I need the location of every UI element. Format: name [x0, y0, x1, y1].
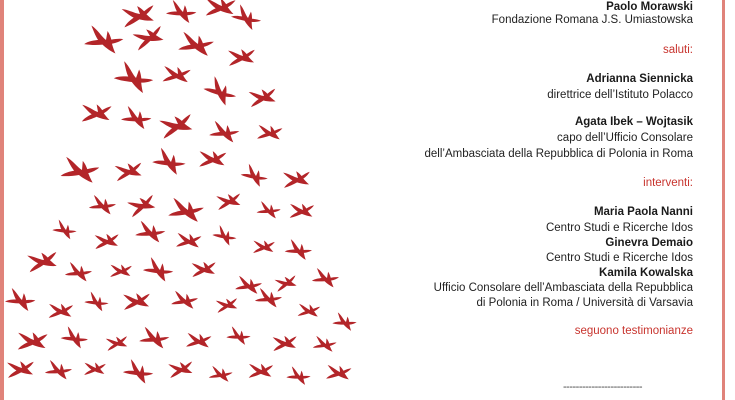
bird-icon [79, 100, 114, 125]
bird-icon [83, 25, 124, 55]
speaker-name: Maria Paola Nanni [593, 206, 693, 218]
bird-icon [178, 32, 215, 57]
section-heading-saluti: saluti: [662, 44, 693, 56]
speaker-affiliation: Ufficio Consolare dell’Ambasciata della Repubblica [433, 282, 693, 294]
bird-icon [313, 336, 337, 352]
bird-icon [88, 195, 117, 215]
bird-icon [287, 200, 316, 220]
bird-icon [203, 0, 238, 19]
bird-icon [142, 256, 175, 283]
bird-icon [171, 291, 198, 309]
bird-icon [60, 157, 100, 184]
bird-icon [139, 326, 171, 349]
bird-icon [52, 219, 79, 240]
bird-icon [120, 105, 153, 130]
speaker-name: Ginevra Demaio [605, 237, 693, 249]
bird-icon [240, 163, 271, 189]
bird-icon [225, 44, 258, 69]
bird-icon [286, 366, 312, 386]
bird-icon [44, 360, 73, 380]
bird-icon [82, 359, 107, 377]
speaker-name: Kamila Kowalska [599, 267, 693, 279]
closing-note: seguono testimonianze [574, 325, 693, 337]
bird-icon [284, 238, 313, 260]
speaker-affiliation: dell’Ambasciata della Repubblica di Polonia in Roma [424, 148, 693, 160]
bird-icon [112, 157, 145, 184]
bird-icon [185, 331, 212, 349]
bird-icon [256, 201, 281, 219]
bird-icon [60, 325, 90, 349]
speaker-name: Adrianna Siennicka [586, 73, 693, 85]
bird-icon [209, 366, 233, 382]
bird-icon [251, 237, 276, 255]
bird-icon [226, 326, 252, 346]
bird-icon [92, 229, 121, 251]
bird-icon [168, 198, 205, 223]
bird-icon [246, 83, 279, 110]
bird-icon [165, 0, 198, 24]
bird-icon [120, 288, 153, 313]
bird-icon [230, 3, 264, 32]
chair-name: Paolo Morawski [606, 1, 693, 13]
speaker-affiliation: di Polonia in Roma / Università di Varsavia [476, 297, 693, 309]
bird-icon [166, 356, 196, 380]
bird-icon [332, 312, 358, 332]
page-border-right [722, 0, 725, 400]
bird-icon [211, 224, 238, 247]
bird-icon [297, 302, 321, 318]
bird-icon [175, 231, 202, 249]
bird-icon [325, 363, 352, 381]
speaker-affiliation: capo dell’Ufficio Consolare [557, 132, 693, 144]
bird-icon [112, 60, 155, 95]
bird-icon [202, 75, 240, 108]
bird-icon [125, 190, 159, 220]
bird-icon [15, 328, 50, 353]
bird-icon [280, 166, 313, 191]
bird-icon [156, 108, 197, 142]
bird-icon [24, 246, 61, 276]
bird-icon [46, 300, 75, 320]
bird-icon [104, 332, 131, 353]
bird-icon [214, 188, 244, 212]
bird-icon [135, 220, 167, 243]
bird-icon [272, 271, 299, 294]
bird-icon [246, 360, 275, 380]
speaker-affiliation: direttrice dell’Istituto Polacco [547, 89, 693, 101]
bird-icon [214, 294, 241, 315]
bird-icon [235, 276, 262, 294]
section-heading-interventi: interventi: [643, 177, 693, 189]
bird-icon [108, 261, 133, 279]
speaker-name: Agata Ibek – Wojtasik [574, 116, 693, 128]
bird-icon [84, 291, 111, 312]
bird-icon [130, 20, 168, 53]
bird-icon [197, 147, 229, 170]
divider-line: ------------------------- [563, 381, 643, 393]
bird-icon [161, 64, 191, 84]
bird-icon [4, 287, 37, 312]
speaker-affiliation: Centro Studi e Ricerche Idos [545, 222, 693, 234]
bird-icon [118, 0, 158, 31]
bird-icon [4, 356, 37, 381]
chair-affiliation: Fondazione Romana J.S. Umiastowska [491, 14, 693, 26]
bird-icon [256, 123, 283, 141]
bird-icon [270, 331, 299, 353]
bird-icon [189, 257, 218, 279]
bird-icon [209, 120, 241, 143]
speaker-affiliation: Centro Studi e Ricerche Idos [545, 252, 693, 264]
bird-icon [64, 262, 93, 282]
bird-icon [151, 147, 188, 177]
bird-icon [122, 358, 155, 385]
bird-icon [311, 268, 340, 288]
